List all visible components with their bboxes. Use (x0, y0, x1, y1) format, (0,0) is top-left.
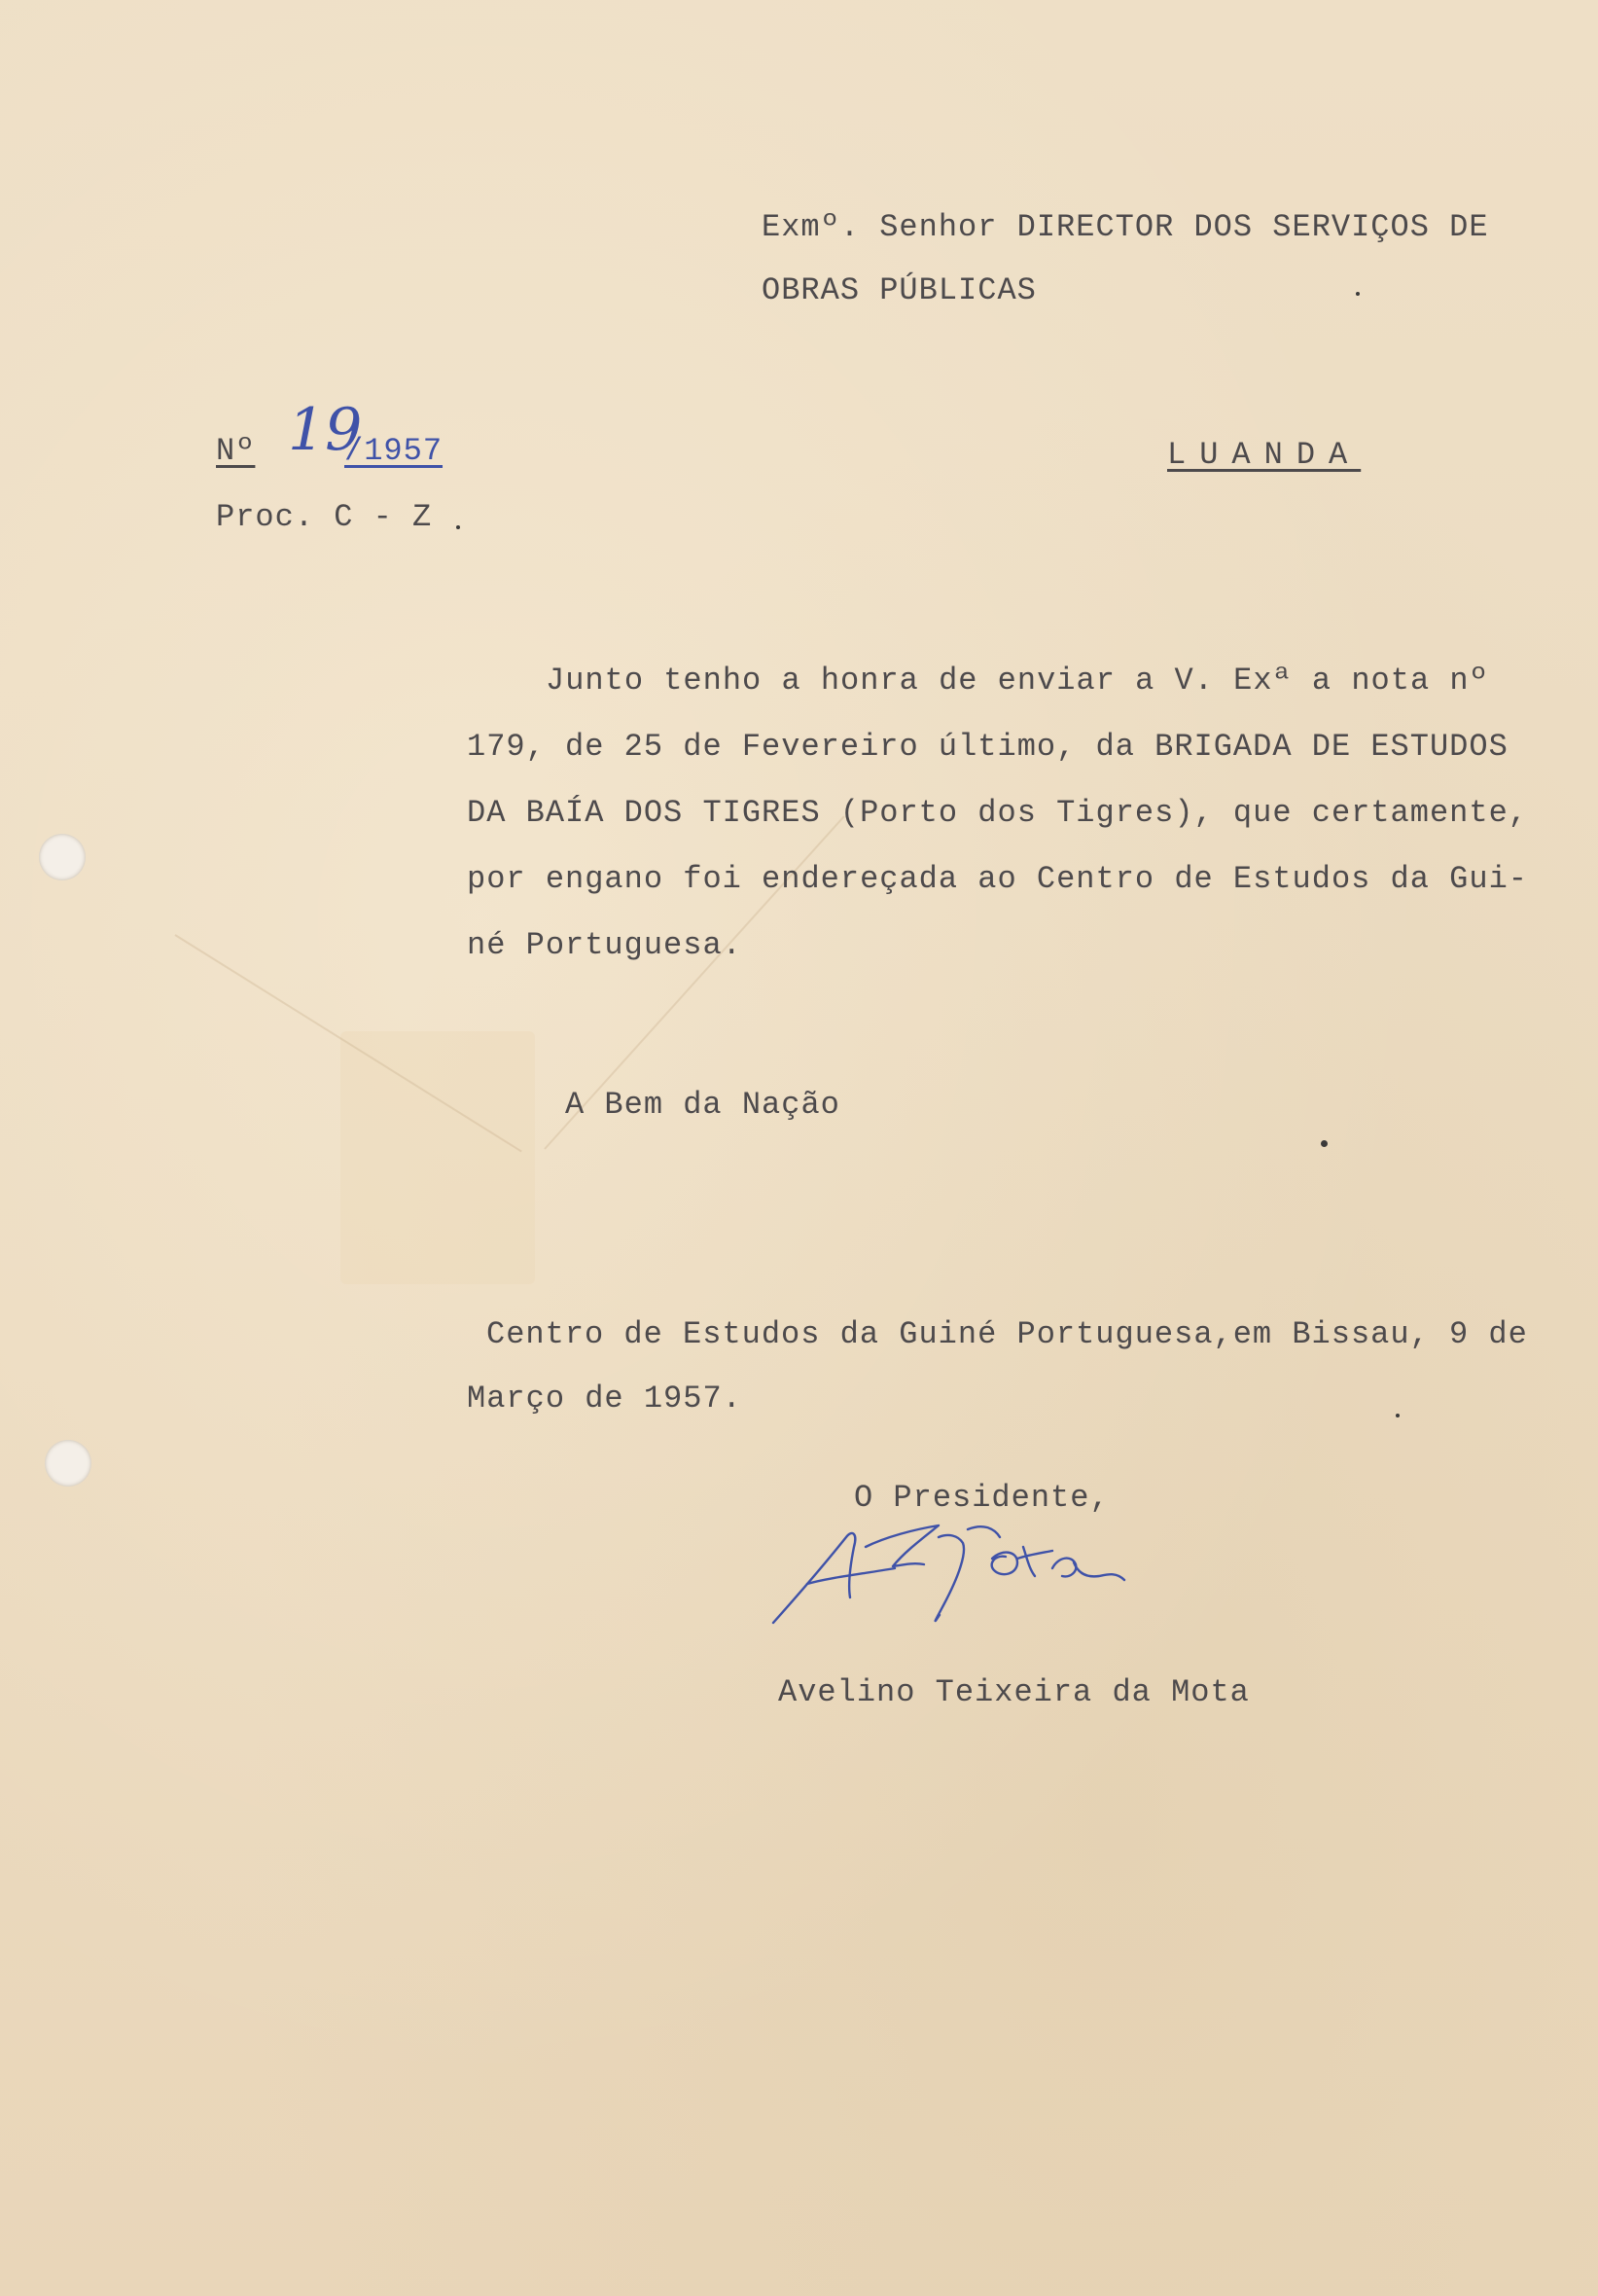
body-line-5: né Portuguesa. (467, 927, 742, 963)
punch-hole-bottom (45, 1440, 91, 1487)
reference-proc: Proc. C - Z (216, 499, 433, 535)
ink-speck (1396, 1414, 1400, 1417)
signature (768, 1508, 1177, 1634)
addressee-line-2: OBRAS PÚBLICAS (762, 272, 1037, 308)
addressee-line-1: Exmº. Senhor DIRECTOR DOS SERVIÇOS DE (762, 209, 1489, 245)
reference-prefix: Nº (216, 433, 256, 469)
body-line-1: Junto tenho a honra de enviar a V. Exª a nota nº (546, 663, 1489, 699)
paper-stain (340, 1031, 535, 1284)
salutation: A Bem da Nação (565, 1087, 840, 1123)
destination-city: LUANDA (1167, 437, 1362, 473)
body-line-4: por engano foi endereçada ao Centro de Estudos da Gui- (467, 861, 1528, 897)
punch-hole-top (39, 834, 86, 880)
body-line-3: DA BAÍA DOS TIGRES (Porto dos Tigres), que certamente, (467, 795, 1528, 831)
place-date-line-1: Centro de Estudos da Guiné Portuguesa,em Bissau, 9 de (486, 1316, 1528, 1352)
ink-speck (1356, 292, 1360, 296)
body-line-2: 179, de 25 de Fevereiro último, da BRIGADA DE ESTUDOS (467, 729, 1509, 765)
ink-speck (1321, 1140, 1328, 1147)
place-date-line-2: Março de 1957. (467, 1381, 742, 1417)
signatory-name: Avelino Teixeira da Mota (778, 1674, 1250, 1710)
signatory-title: O Presidente, (854, 1480, 1110, 1516)
ink-speck (456, 525, 460, 529)
reference-handwritten-number: 19 (288, 396, 363, 464)
reference-year: /1957 (344, 433, 444, 469)
